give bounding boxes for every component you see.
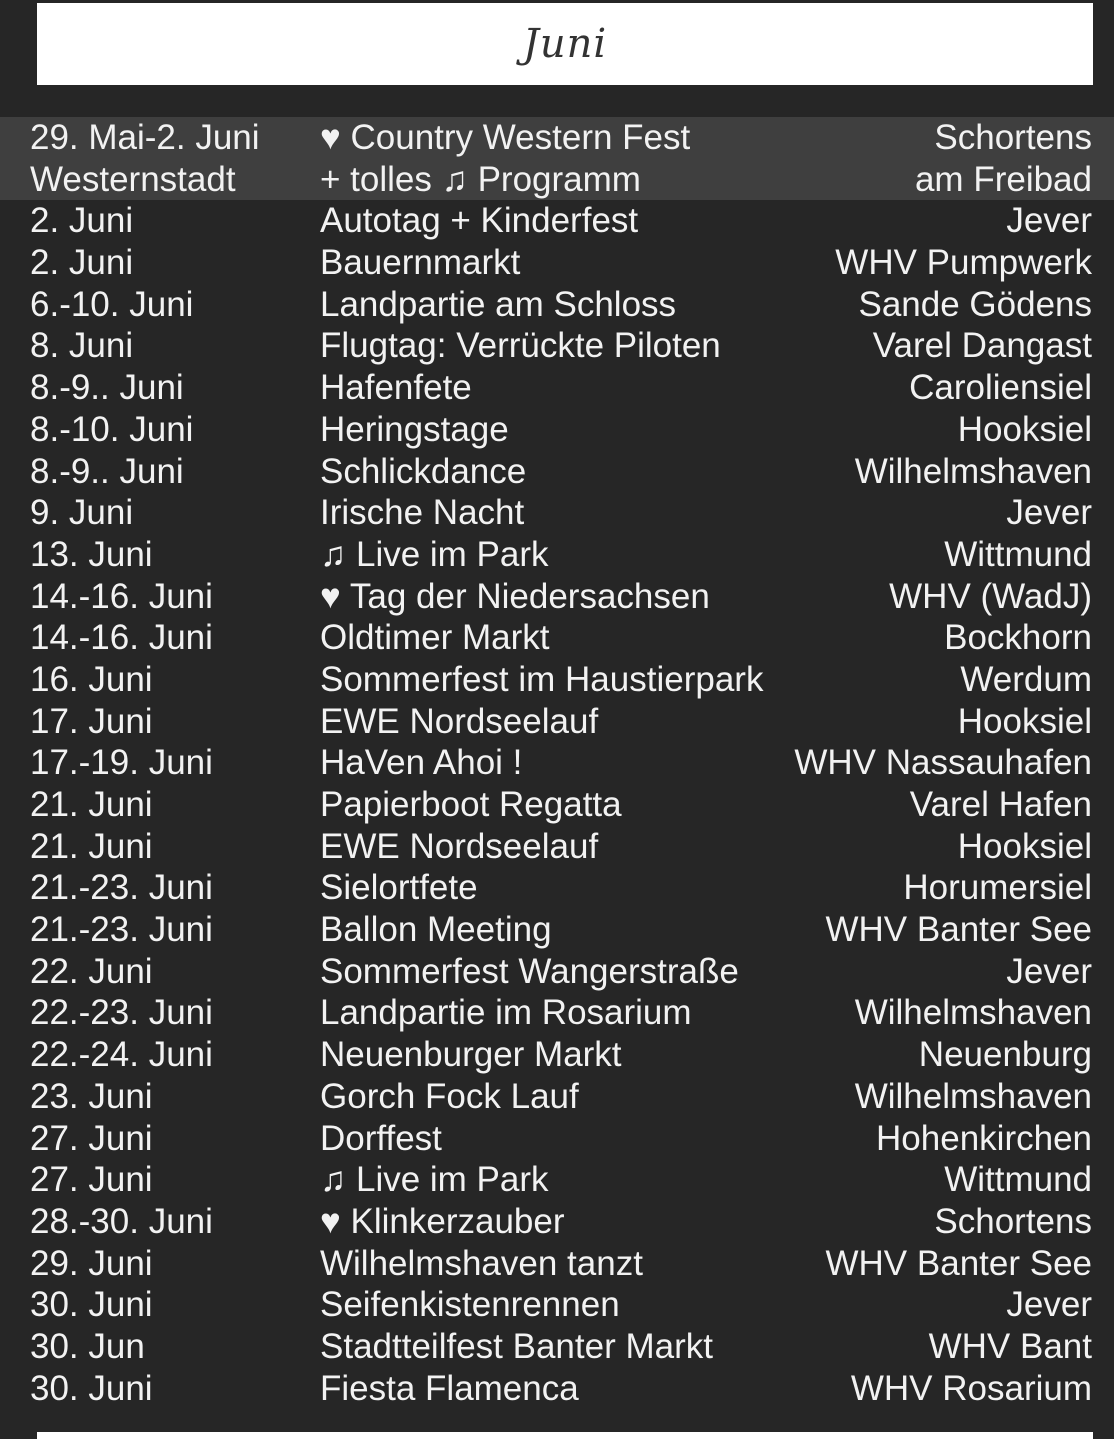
event-date: 17. Juni <box>30 701 153 741</box>
event-name: Seifenkistenrennen <box>320 1285 620 1325</box>
event-place: Wittmund <box>944 1160 1092 1200</box>
event-date: 8.-9.. Juni <box>30 451 184 491</box>
event-date: 14.-16. Juni <box>30 618 213 658</box>
event-place: Caroliensiel <box>909 368 1092 408</box>
event-date: 9. Juni <box>30 493 134 533</box>
event-name: Flugtag: Verrückte Piloten <box>320 326 721 366</box>
event-name: ♥ Klinkerzauber <box>320 1201 565 1241</box>
event-place: Varel Dangast <box>872 326 1092 366</box>
event-name: Dorffest <box>320 1118 442 1158</box>
event-place: Hooksiel <box>957 826 1092 866</box>
event-date: 16. Juni <box>30 659 153 699</box>
event-date: 8. Juni <box>30 326 134 366</box>
event-row <box>0 701 1114 743</box>
event-place: WHV Banter See <box>825 1243 1092 1283</box>
event-place: Jever <box>1006 1285 1092 1325</box>
event-row <box>0 1034 1114 1076</box>
event-row <box>0 742 1114 784</box>
event-date: 21. Juni <box>30 826 153 866</box>
event-date: 30. Juni <box>30 1285 153 1325</box>
event-place: Wilhelmshaven <box>854 993 1092 1033</box>
event-row <box>0 451 1114 493</box>
event-name: Gorch Fock Lauf <box>320 1076 579 1116</box>
event-date: 30. Jun <box>30 1326 145 1366</box>
event-row <box>0 826 1114 868</box>
event-place: WHV Bant <box>928 1326 1092 1366</box>
event-place: Schortens <box>934 1201 1092 1241</box>
event-name: ♥ Country Western Fest <box>320 118 691 157</box>
event-place: Hooksiel <box>957 701 1092 741</box>
event-place: WHV Nassauhafen <box>794 743 1092 783</box>
event-row <box>0 325 1114 367</box>
event-row <box>0 784 1114 826</box>
event-place: Werdum <box>960 659 1092 699</box>
event-name: Sielortfete <box>320 868 478 908</box>
event-name: Stadtteilfest Banter Markt <box>320 1326 713 1366</box>
event-row <box>0 200 1114 242</box>
event-place: Wittmund <box>944 534 1092 574</box>
event-name: EWE Nordseelauf <box>320 826 599 866</box>
event-name: Wilhelmshaven tanzt <box>320 1243 643 1283</box>
event-row <box>0 367 1114 409</box>
event-row <box>0 284 1114 326</box>
event-date: 29. Juni <box>30 1243 153 1283</box>
event-place: WHV Banter See <box>825 910 1092 950</box>
event-date: 2. Juni <box>30 201 134 241</box>
event-place: Varel Hafen <box>909 785 1092 824</box>
event-list <box>0 117 1114 1409</box>
event-row <box>0 1201 1114 1243</box>
event-place: Jever <box>1006 493 1092 533</box>
event-row <box>0 1076 1114 1118</box>
event-row <box>0 659 1114 701</box>
event-row <box>0 1118 1114 1160</box>
event-name: + tolles ♫ Programm <box>320 159 641 199</box>
event-row <box>0 867 1114 909</box>
event-date: 27. Juni <box>30 1118 153 1158</box>
event-name: Ballon Meeting <box>320 910 552 950</box>
event-date: 21.-23. Juni <box>30 910 213 950</box>
event-name: Fiesta Flamenca <box>320 1368 579 1408</box>
event-date: 8.-9.. Juni <box>30 368 184 408</box>
event-date: 22.-24. Juni <box>30 1035 213 1075</box>
event-row <box>0 409 1114 451</box>
event-row <box>0 617 1114 659</box>
event-name: EWE Nordseelauf <box>320 701 599 741</box>
event-row <box>0 492 1114 534</box>
event-row <box>0 242 1114 284</box>
event-name: Landpartie am Schloss <box>320 284 677 324</box>
event-row <box>0 1368 1114 1410</box>
bottom-divider <box>37 1432 1093 1439</box>
event-place: Jever <box>1006 951 1092 991</box>
event-row <box>0 1159 1114 1201</box>
event-place: Jever <box>1006 201 1092 241</box>
event-date: Westernstadt <box>30 159 236 199</box>
event-name: ♥ Tag der Niedersachsen <box>320 576 710 616</box>
event-date: 23. Juni <box>30 1076 153 1116</box>
event-date: 6.-10. Juni <box>30 284 194 324</box>
event-name: Heringstage <box>320 409 509 449</box>
event-row <box>0 1284 1114 1326</box>
event-date: 2. Juni <box>30 243 134 283</box>
event-row <box>0 1243 1114 1285</box>
event-row <box>0 576 1114 618</box>
event-row <box>0 117 1114 159</box>
event-name: Bauernmarkt <box>320 243 521 283</box>
event-name: Landpartie im Rosarium <box>320 993 692 1033</box>
event-place: Bockhorn <box>944 618 1092 658</box>
event-place: Sande Gödens <box>858 284 1092 324</box>
event-date: 22. Juni <box>30 951 153 991</box>
event-name: Schlickdance <box>320 451 527 491</box>
event-name: Oldtimer Markt <box>320 618 550 658</box>
event-name: Papierboot Regatta <box>320 785 622 824</box>
event-name: HaVen Ahoi ! <box>320 743 523 783</box>
event-place: WHV Pumpwerk <box>835 243 1092 283</box>
event-place: Hooksiel <box>957 409 1092 449</box>
event-place: Neuenburg <box>918 1035 1092 1075</box>
event-name: ♫ Live im Park <box>320 534 549 574</box>
event-date: 27. Juni <box>30 1160 153 1200</box>
event-date: 28.-30. Juni <box>30 1201 213 1241</box>
event-date: 14.-16. Juni <box>30 576 213 616</box>
event-place: WHV Rosarium <box>850 1368 1092 1408</box>
event-place: am Freibad <box>914 159 1092 199</box>
event-date: 8.-10. Juni <box>30 409 194 449</box>
event-row <box>0 909 1114 951</box>
event-date: 29. Mai-2. Juni <box>30 118 260 157</box>
title-banner <box>37 3 1093 85</box>
event-row <box>0 951 1114 993</box>
event-date: 17.-19. Juni <box>30 743 213 783</box>
event-place: WHV (WadJ) <box>889 576 1092 616</box>
event-place: Horumersiel <box>903 868 1092 908</box>
event-name: Hafenfete <box>320 368 472 408</box>
event-row <box>0 159 1114 201</box>
event-date: 22.-23. Juni <box>30 993 213 1033</box>
event-date: 21.-23. Juni <box>30 868 213 908</box>
event-name: Neuenburger Markt <box>320 1035 622 1075</box>
event-name: Sommerfest Wangerstraße <box>320 951 739 991</box>
event-row <box>0 534 1114 576</box>
page-title: Juni <box>522 21 608 67</box>
event-place: Wilhelmshaven <box>854 451 1092 491</box>
event-name: ♫ Live im Park <box>320 1160 549 1200</box>
event-name: Irische Nacht <box>320 493 525 533</box>
event-row <box>0 1326 1114 1368</box>
event-date: 21. Juni <box>30 785 153 824</box>
event-date: 30. Juni <box>30 1368 153 1408</box>
event-name: Autotag + Kinderfest <box>320 201 639 241</box>
event-date: 13. Juni <box>30 534 153 574</box>
event-row <box>0 992 1114 1034</box>
event-name: Sommerfest im Haustierpark <box>320 659 764 699</box>
event-place: Hohenkirchen <box>876 1118 1092 1158</box>
event-place: Wilhelmshaven <box>854 1076 1092 1116</box>
event-place: Schortens <box>934 118 1092 157</box>
